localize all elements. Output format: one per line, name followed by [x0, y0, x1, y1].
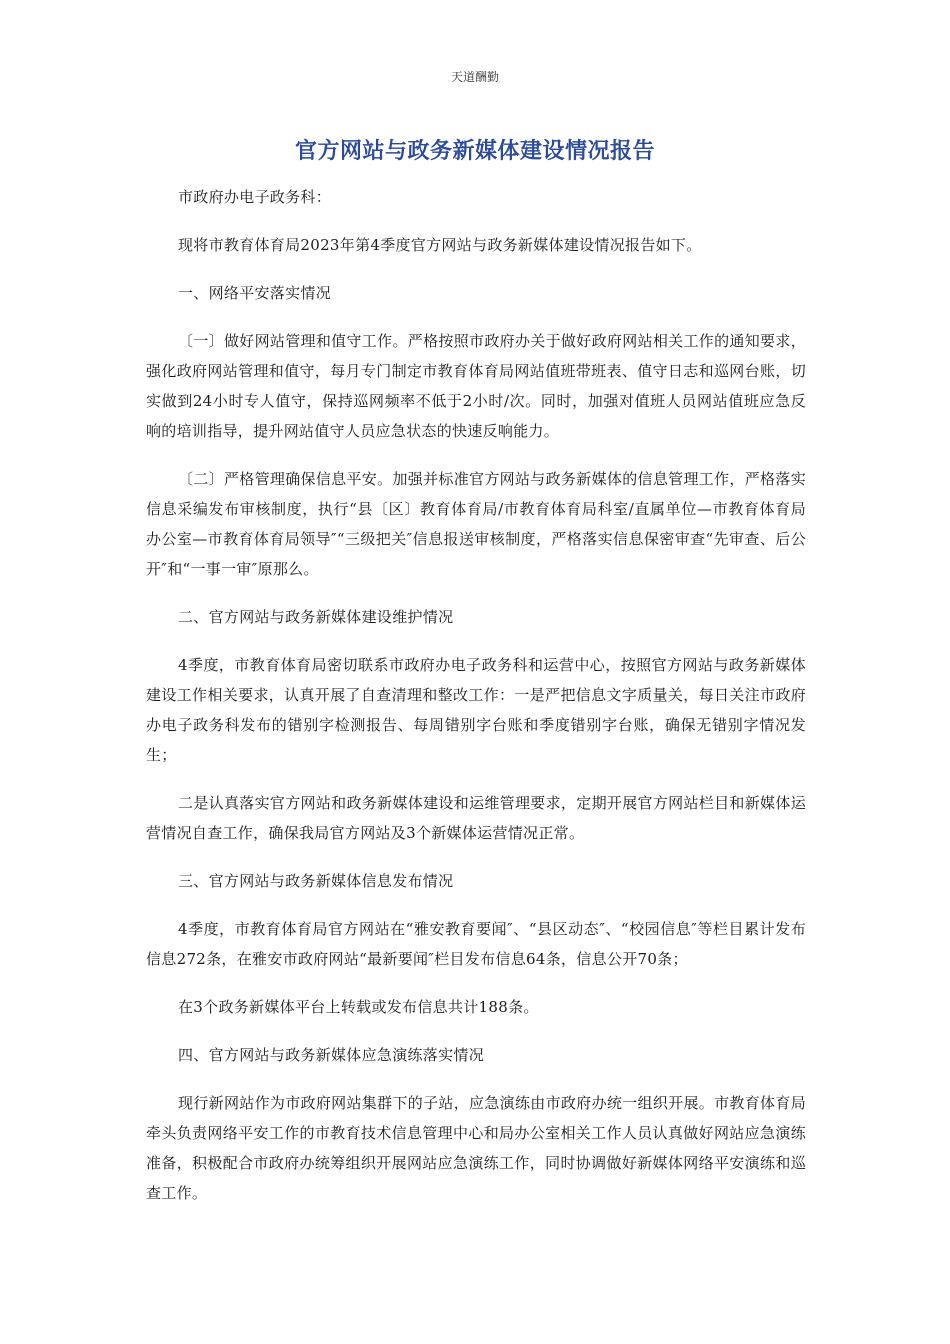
document-title: 官方网站与政务新媒体建设情况报告: [294, 139, 655, 164]
section-heading-4: 四、官方网站与政务新媒体应急演练落实情况: [178, 1046, 485, 1064]
document-body: [146, 182, 806, 1226]
section-heading-1: 一、网络平安落实情况: [178, 284, 332, 302]
paragraph-4-1: 现行新网站作为市政府网站集群下的子站，应急演练由市政府办统一组织开展。市教育体育局牵头负责网络平安工作的市教育技术信息管理中心和局办公室相关工作人员认真做好网站应急演练准备，积极配合市政府办统筹组织开展网站应急演练工作，同时协调做好新媒体网络平安演练和巡查工作。: [146, 1094, 806, 1202]
paragraph-3-2: 在3个政务新媒体平台上转载或发布信息共计188条。: [178, 998, 539, 1016]
salutation: 市政府办电子政务科：: [178, 188, 332, 206]
paragraph-1-1: 〔一〕做好网站管理和值守工作。严格按照市政府办关于做好政府网站相关工作的通知要求，强化政府网站管理和值守，每月专门制定市教育体育局网站值班带班表、值守日志和巡网台账，切实做到24小时专人值守，保持巡网频率不低于2小时/次。同时，加强对值班人员网站值班应急反响的培训指导，提升网站值守人员应急状态的快速反响能力。: [146, 332, 806, 440]
paragraph-2-1: 4季度，市教育体育局密切联系市政府办电子政务科和运营中心，按照官方网站与政务新媒体建设工作相关要求，认真开展了自查清理和整改工作：一是严把信息文字质量关，每日关注市政府办电子政务科发布的错别字检测报告、每周错别字台账和季度错别字台账，确保无错别字情况发生；: [146, 656, 806, 764]
paragraph-2-2: 二是认真落实官方网站和政务新媒体建设和运维管理要求，定期开展官方网站栏目和新媒体运营情况自查工作，确保我局官方网站及3个新媒体运营情况正常。: [146, 794, 806, 842]
intro-paragraph: 现将市教育体育局2023年第4季度官方网站与政务新媒体建设情况报告如下。: [178, 236, 702, 254]
section-heading-3: 三、官方网站与政务新媒体信息发布情况: [178, 872, 454, 890]
paragraph-3-1: 4季度，市教育体育局官方网站在“雅安教育要闻″、“县区动态″、“校园信息″等栏目累计发布信息272条，在雅安市政府网站“最新要闻″栏目发布信息64条，信息公开70条；: [146, 920, 806, 968]
page-header: 天道酬勤: [450, 70, 499, 84]
paragraph-1-2: 〔二〕严格管理确保信息平安。加强并标准官方网站与政务新媒体的信息管理工作，严格落实信息采编发布审核制度，执行“县〔区〕教育体育局/市教育体育局科室/直属单位—市教育体育局办公室—市教育体育局领导″“三级把关″信息报送审核制度，严格落实信息保密审查“先审查、后公开″和“一事一审″原那么。: [146, 470, 806, 578]
section-heading-2: 二、官方网站与政务新媒体建设维护情况: [178, 608, 454, 626]
